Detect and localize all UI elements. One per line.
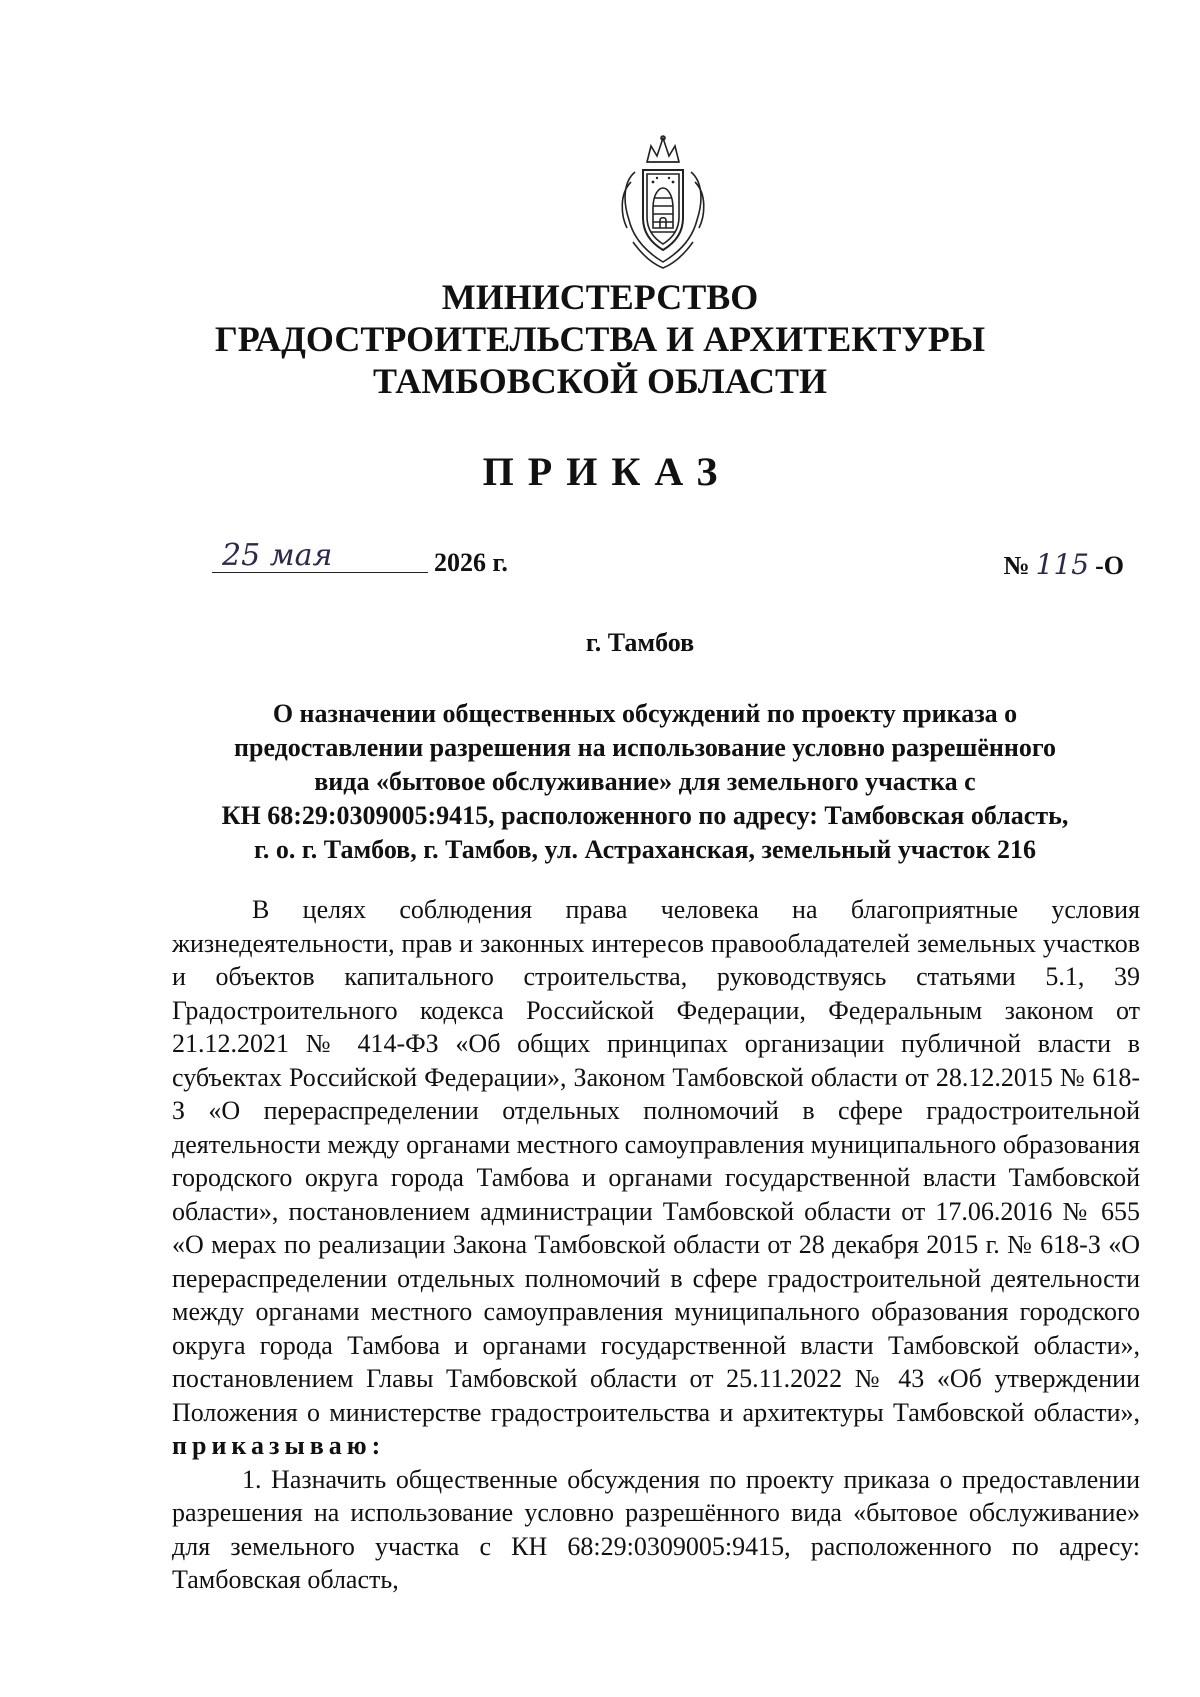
preamble-text: В целях соблюдения права человека на благоприятные условия жизнедеятельности, прав и законных интересов правообладателей земельных участков и объектов капитального строительства, руководствуясь статьями 5.1, 39 Градостроительного кодекса Российской Федерации, Федеральным законом от 21.12.2021 № 414-ФЗ «Об общих принципах организации публичной власти в субъектах Российской Федерации», Законом Тамбовской области от 28.12.2015 № 618-З «О перераспределении отдельных полномочий в сфере градостроительной деятельности между органами местного самоуправления муниципального образования городского округа города Тамбова и органами государственной власти Тамбовской области», постановлением администрации Тамбовской области от 17.06.2016 № 655 «О мерах по реализации Закона Тамбовской области от 28 декабря 2015 г. № 618-З «О перераспределении отдельных полномочий в сфере градостроительной деятельности между органами местного самоуправления муниципального образования городского округа города Тамбова и органами государственной власти Тамбовской области», постановлением Главы Тамбовской области от 25.11.2022 № 43 «Об утверждении Положения о министерстве градостроительства и архитектуры Тамбовской области», (172, 895, 1140, 1427)
subject-line-2: предоставлении разрешения на использование условно разрешённого (234, 733, 1056, 762)
city: г. Тамбов (585, 628, 695, 657)
subject-line-5: г. о. г. Тамбов, г. Тамбов, ул. Астраханская, земельный участок 216 (254, 835, 1036, 864)
order-subject (150, 697, 1140, 867)
date-year: 2026 г. (434, 548, 508, 577)
subject-line-1: О назначении общественных обсуждений по проекту приказа о (272, 699, 1018, 728)
ministry-line-2: ГРАДОСТРОИТЕЛЬСТВА И АРХИТЕКТУРЫ (214, 319, 986, 359)
date-underline (212, 572, 428, 573)
ministry-line-3: ТАМБОВСКОЙ ОБЛАСТИ (373, 361, 827, 401)
order-title: ПРИКАЗ (482, 449, 732, 494)
command-word: приказываю: (172, 1431, 386, 1460)
handwritten-date: 25 мая (222, 538, 333, 573)
number-suffix: -О (1095, 551, 1124, 580)
date-number-row (212, 540, 1124, 584)
order-body (172, 893, 1140, 1597)
item-1-paragraph: 1. Назначить общественные обсуждения по проекту приказа о предоставлении разрешения на использование условно разрешённого вида «бытовое обслуживание» для земельного участка с КН 68:29:0309005:9415, расположенного по адресу: Тамбовская область, (172, 1464, 1140, 1594)
preamble-paragraph (172, 893, 1140, 1463)
number-sign: № (1003, 551, 1030, 580)
coat-of-arms-icon (613, 132, 713, 272)
handwritten-number: 115 (1035, 548, 1090, 581)
subject-line-4: КН 68:29:0309005:9415, расположенного по адресу: Тамбовская область, (221, 801, 1069, 830)
ministry-line-1: МИНИСТЕРСТВО (441, 277, 759, 317)
ministry-name (0, 276, 1200, 402)
subject-line-3: вида «бытовое обслуживание» для земельного участка с (314, 767, 976, 796)
order-number (1004, 548, 1124, 581)
